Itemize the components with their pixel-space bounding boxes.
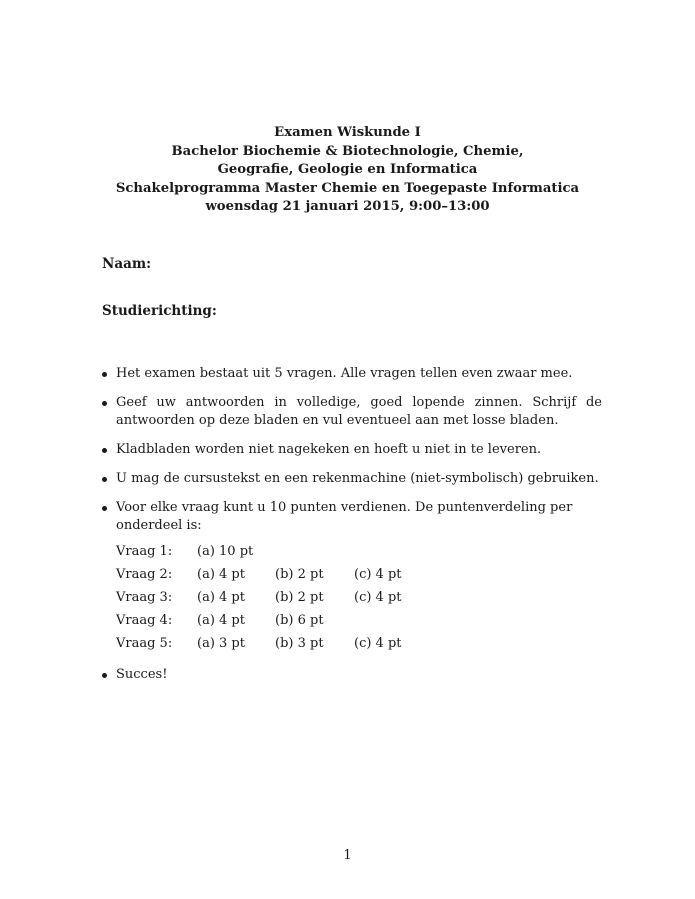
list-item: [102, 499, 602, 655]
points-cell: (b) 3 pt: [275, 635, 324, 651]
table-row: [116, 540, 414, 563]
instruction-text: U mag de cursustekst en een rekenmachine (niet-symbolisch) gebruiken.: [116, 471, 599, 486]
list-item: [102, 470, 602, 488]
list-item: [102, 441, 602, 459]
header-line-programs-2: Geografie, Geologie en Informatica: [217, 162, 478, 177]
exam-date: woensdag 21 januari 2015, 9:00–13:00: [205, 199, 490, 214]
bullet-icon: [102, 673, 107, 678]
bullet-icon: [102, 372, 107, 377]
points-cell: (a) 3 pt: [197, 635, 245, 651]
exam-header: [0, 124, 695, 217]
question-label: Vraag 5:: [116, 635, 173, 651]
instruction-text: Kladbladen worden niet nagekeken en hoeft u niet in te leveren.: [116, 442, 542, 457]
table-row: [116, 586, 414, 609]
list-item: [102, 365, 602, 383]
table-row: [116, 609, 414, 632]
instruction-text: Succes!: [116, 667, 168, 682]
points-cell: (c) 4 pt: [354, 589, 402, 605]
points-distribution-table: [116, 540, 414, 655]
points-cell: (b) 2 pt: [275, 589, 324, 605]
question-label: Vraag 3:: [116, 589, 173, 605]
exam-title: Examen Wiskunde I: [274, 125, 421, 140]
bullet-icon: [102, 477, 107, 482]
list-item: [102, 666, 602, 684]
points-cell: (a) 4 pt: [197, 612, 245, 628]
bullet-icon: [102, 506, 107, 511]
question-label: Vraag 2:: [116, 566, 173, 582]
instructions-list: [102, 365, 602, 695]
instruction-text: Geef uw antwoorden in volledige, goed lopende zinnen. Schrijf de antwoorden op deze bladen en vul eventueel aan met losse bladen.: [116, 395, 602, 428]
points-cell: (b) 2 pt: [275, 566, 324, 582]
points-cell: (b) 6 pt: [275, 612, 324, 628]
list-item: [102, 394, 602, 430]
bullet-icon: [102, 448, 107, 453]
instruction-text: Voor elke vraag kunt u 10 punten verdienen. De puntenverdeling per onderdeel is:: [116, 500, 573, 533]
points-cell: [354, 609, 414, 632]
page-number: 1: [343, 848, 352, 863]
question-label: Vraag 1:: [116, 543, 173, 559]
instruction-text: Het examen bestaat uit 5 vragen. Alle vragen tellen even zwaar mee.: [116, 366, 573, 381]
points-cell: (a) 10 pt: [197, 543, 254, 559]
name-label: Naam:: [102, 256, 152, 272]
points-cell: (c) 4 pt: [354, 566, 402, 582]
points-cell: (a) 4 pt: [197, 566, 245, 582]
header-line-programs-1: Bachelor Biochemie & Biotechnologie, Chemie,: [171, 143, 524, 159]
points-cell: [354, 540, 414, 563]
question-label: Vraag 4:: [116, 612, 173, 628]
points-cell: (c) 4 pt: [354, 635, 402, 651]
bullet-icon: [102, 401, 107, 406]
table-row: [116, 632, 414, 655]
points-cell: (a) 4 pt: [197, 589, 245, 605]
points-cell: [275, 540, 354, 563]
study-program-label: Studierichting:: [102, 303, 217, 319]
header-line-bridge-program: Schakelprogramma Master Chemie en Toegepaste Informatica: [115, 180, 580, 196]
table-row: [116, 563, 414, 586]
